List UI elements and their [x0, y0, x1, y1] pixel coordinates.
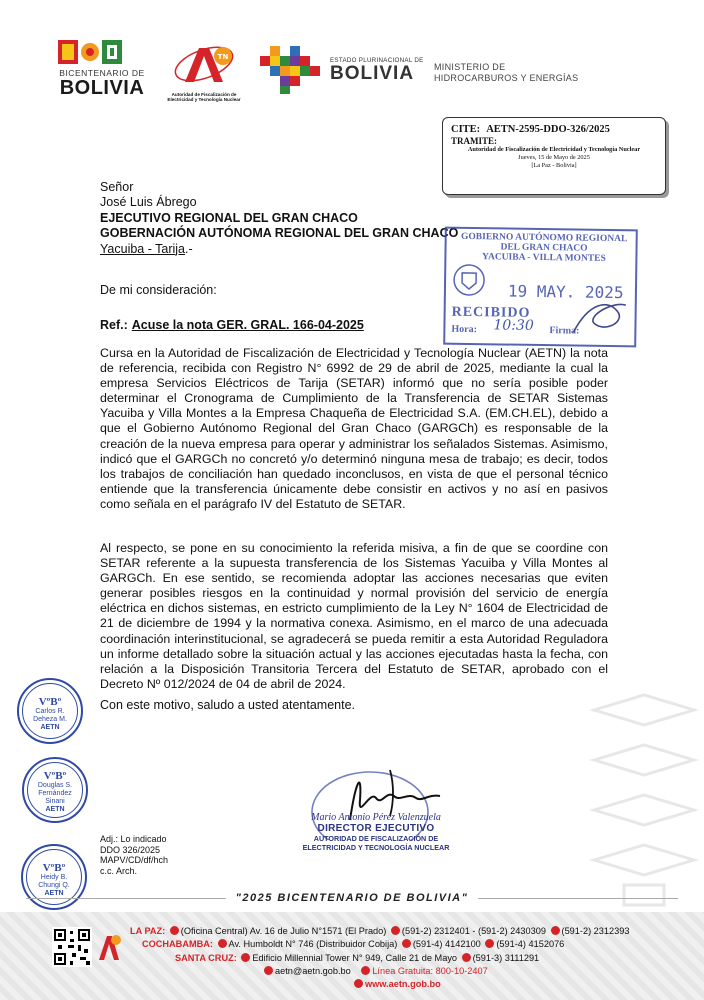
- fax-icon: [551, 926, 560, 935]
- cite-line: [451, 124, 657, 135]
- vobo-seal: [22, 757, 88, 823]
- lapaz-phone: (591-2) 2312401 - (591-2) 2430309: [401, 926, 546, 936]
- phone-icon: [485, 939, 494, 948]
- seal-vobo: VºBº: [38, 696, 62, 708]
- adj-line2: DDO 326/2025: [100, 844, 161, 855]
- footer-cochabamba: [142, 938, 629, 951]
- footer-linea: Línea Gratuita: 800-10-2407: [372, 965, 488, 976]
- estado-big-text: BOLIVIA: [330, 62, 415, 84]
- adj-line3: MAPV/CD/df/hch: [100, 855, 169, 865]
- addressee-title: EJECUTIVO REGIONAL DEL GRAN CHACO: [100, 210, 358, 225]
- cbba-address: Av. Humboldt N° 746 (Distribuidor Cobija): [228, 939, 398, 950]
- bicentenario-big-text: BOLIVIA: [59, 77, 145, 99]
- vobo-seal: [17, 678, 83, 744]
- bicentenario-small-text: BICENTENARIO DE: [59, 68, 145, 78]
- footer-web-line: [352, 978, 629, 991]
- footer-lapaz: [130, 925, 629, 938]
- ministerio-line1: MINISTERIO DE: [434, 62, 506, 72]
- tramite-label: TRAMITE:: [451, 136, 498, 146]
- footer-contacts: [130, 925, 629, 991]
- location-icon: [170, 926, 179, 935]
- wiphala-pattern-icon: [260, 46, 322, 94]
- paragraph-2: Al respecto, se pone en su conocimiento la referida misiva, a fin de que se coordine con SETAR referente a la supuesta transferencia de los Sistemas Yacuiba y Villa Montes al GARGCh. En ese sentido, se recomienda adoptar las acciones necesarias que eviten generar posibles riesgos en la continuidad y normal provisión del servicio de energía eléctrica en dichos sistemas, en estricto cumplimiento de la Ley N° 1604 de Electricidad de 21 de diciembre de 1994 y la normativa conexa. Asimismo, en el marco de una adecuada coordinación interinstitucional, se agradecerá se pueda remitir a esta Autoridad Reguladora un informe detallado sobre la situación actual y las acciones ejecutadas hasta la fecha, con relación a la Disposición Transitoria Tercera del Estatuto de SETAR, aprobado con el Decreto Nº 012/2024 de 04 de abril de 2024.: [100, 541, 608, 691]
- stamp-firma-label: Firma:: [549, 325, 580, 337]
- web-icon: [354, 979, 363, 988]
- stamp-hora-label: Hora:: [451, 323, 478, 336]
- ref-text: Acuse la nota GER. GRAL. 166-04-2025: [131, 318, 364, 332]
- adj-line1: Adj.: Lo indicado: [100, 834, 167, 844]
- coat-of-arms-icon: [452, 263, 486, 297]
- scz-address: Edificio Millennial Tower N° 949, Calle 21 de Mayo: [252, 952, 458, 963]
- cite-code: AETN-2595-DDO-326/2025: [486, 124, 610, 135]
- phone-icon: [402, 939, 411, 948]
- addressee-org: GOBERNACIÓN AUTÓNOMA REGIONAL DEL GRAN CHACO: [100, 226, 459, 241]
- aetn-logo: [163, 42, 245, 106]
- email-icon: [264, 966, 273, 975]
- footer-web[interactable]: www.aetn.gob.bo: [365, 979, 441, 990]
- cite-label: CITE:: [451, 124, 481, 135]
- estado-plurinacional-logo: [260, 45, 430, 95]
- greeting: De mi consideración:: [100, 283, 217, 297]
- seal-org: AETN: [40, 724, 60, 731]
- cbba-phone1: (591-4) 4142100: [412, 939, 481, 950]
- signer-org1: AUTORIDAD DE FISCALIZACIÓN DE: [313, 834, 439, 843]
- cbba-city: COCHABAMBA:: [142, 939, 213, 950]
- ministerio-label: [434, 62, 578, 84]
- location-icon: [218, 939, 227, 948]
- adj-line4: c.c. Arch.: [100, 865, 138, 876]
- footer-santacruz: [175, 952, 629, 965]
- stamp-line2: DEL GRAN CHACO: [500, 242, 588, 254]
- received-stamp: [443, 227, 638, 348]
- bicentenario-logo: [52, 40, 152, 106]
- footer-motto: [0, 892, 704, 904]
- qr-code-icon: [52, 927, 92, 967]
- scz-phone: (591-3) 3111291: [472, 952, 540, 963]
- signer-name: Mario Antonio Pérez Valenzuela: [311, 812, 441, 823]
- seal-org: AETN: [45, 806, 65, 813]
- signer-title: DIRECTOR EJECUTIVO: [317, 823, 435, 834]
- seal-org: AETN: [44, 890, 64, 897]
- lapaz-address: (Oficina Central) Av. 16 de Julio N°1571 (El Prado): [180, 926, 387, 936]
- seal-name1: Carlos R.: [35, 708, 65, 715]
- seal-vobo: VºBº: [42, 862, 66, 874]
- footer-contact-line: [262, 965, 629, 978]
- stamp-date: 19 MAY. 2025: [507, 281, 624, 303]
- reference-line: [100, 318, 364, 332]
- ministerio-line2: HIDROCARBUROS Y ENERGÍAS: [434, 73, 579, 83]
- aetn-subtitle: Autoridad de Fiscalización de Electricidad y Tecnología Nuclear: [167, 92, 241, 103]
- signer-org2: ELECTRICIDAD Y TECNOLOGÍA NUCLEAR: [302, 843, 450, 852]
- scz-city: SANTA CRUZ:: [175, 952, 237, 963]
- phone-icon: [361, 966, 370, 975]
- addressee-name: José Luis Ábrego: [100, 195, 197, 210]
- phone-icon: [391, 926, 400, 935]
- addressee-location: Yacuiba - Tarija: [100, 241, 185, 256]
- seal-vobo: VºBº: [43, 770, 67, 782]
- estado-small-text: ESTADO PLURINACIONAL DE: [330, 56, 424, 64]
- cbba-phone2: (591-4) 4152076: [496, 939, 565, 950]
- paragraph-1: Cursa en la Autoridad de Fiscalización de Electricidad y Tecnología Nuclear (AETN) la nota de referencia, recibida con Registro N° 6992 de 29 de abril de 2025, mediante la cual la empresa Servicios Eléctricos de Tarija (SETAR) informó que no sería posible poder determinar el Cronograma de Cumplimiento de la Transferencia de SETAR Sistemas Yacuiba y Villa Montes a la Empresa Chaqueña de Electricidad S.A. (EM.CH.EL), debido a que el Gobierno Autónomo Regional del Gran Chaco (GARGCh) es responsable de la creación de la nueva empresa para operar y administrar los señalados Sistemas. Asimismo, indicó que el GARGCh no concretó y/o determinó ninguna mesa de trabajo; es decir, todos los trabajos de conciliación han quedado inconclusos, en vista de que el personal técnico entiende que la transferencia únicamente debe consistir en activos y no así en pasivos como señala en el parágrafo IV del Estatuto de SETAR.: [100, 346, 608, 511]
- cite-date: Jueves, 15 de Mayo de 2025: [518, 154, 590, 162]
- addressee-salutation: Señor: [100, 180, 134, 194]
- stamp-signature-icon: [563, 292, 634, 341]
- phone-icon: [462, 953, 471, 962]
- cite-box: [442, 117, 666, 195]
- addressee-location-suffix: .-: [185, 241, 193, 256]
- seal-name1: Douglas S.: [37, 782, 73, 789]
- stamp-header: [456, 232, 631, 264]
- seal-name2: Chungi Q.: [38, 882, 70, 889]
- location-icon: [241, 953, 250, 962]
- textile-pattern-icon: [584, 690, 704, 910]
- svg-text:TN: TN: [217, 53, 229, 61]
- bicentenario-marks-icon: [58, 40, 152, 64]
- seal-name3: Sinani: [45, 798, 65, 805]
- lapaz-fax: (591-2) 2312393: [561, 926, 630, 936]
- signer-block: [296, 812, 456, 852]
- cite-entity: Autoridad de Fiscalización de Electricidad y Tecnología Nuclear: [467, 146, 641, 153]
- closing-line: Con este motivo, saludo a usted atentamente.: [100, 698, 356, 712]
- ref-label: Ref.:: [100, 318, 128, 332]
- seal-name2: Deheza M.: [33, 716, 67, 723]
- lapaz-city: LA PAZ:: [130, 926, 166, 936]
- seal-name1: Heidy B.: [40, 874, 68, 881]
- aetn-mini-logo-icon: [96, 932, 122, 962]
- motto-text: "2025 BICENTENARIO DE BOLIVIA": [235, 892, 469, 904]
- footer-email[interactable]: aetn@aetn.gob.bo: [275, 965, 351, 976]
- stamp-hora-value: 10:30: [493, 317, 534, 334]
- seal-name2: Fernández: [38, 790, 72, 797]
- addressee-block: [100, 180, 458, 257]
- stamp-line3: YACUIBA - VILLA MONTES: [481, 252, 606, 264]
- stamp-line1: GOBIERNO AUTÓNOMO REGIONAL: [460, 231, 628, 245]
- aetn-emblem-icon: [163, 42, 245, 86]
- attachments-block: [100, 834, 168, 876]
- cite-place: [La Paz - Bolivia]: [531, 162, 577, 170]
- stamp-received: RECIBIDO: [451, 304, 531, 321]
